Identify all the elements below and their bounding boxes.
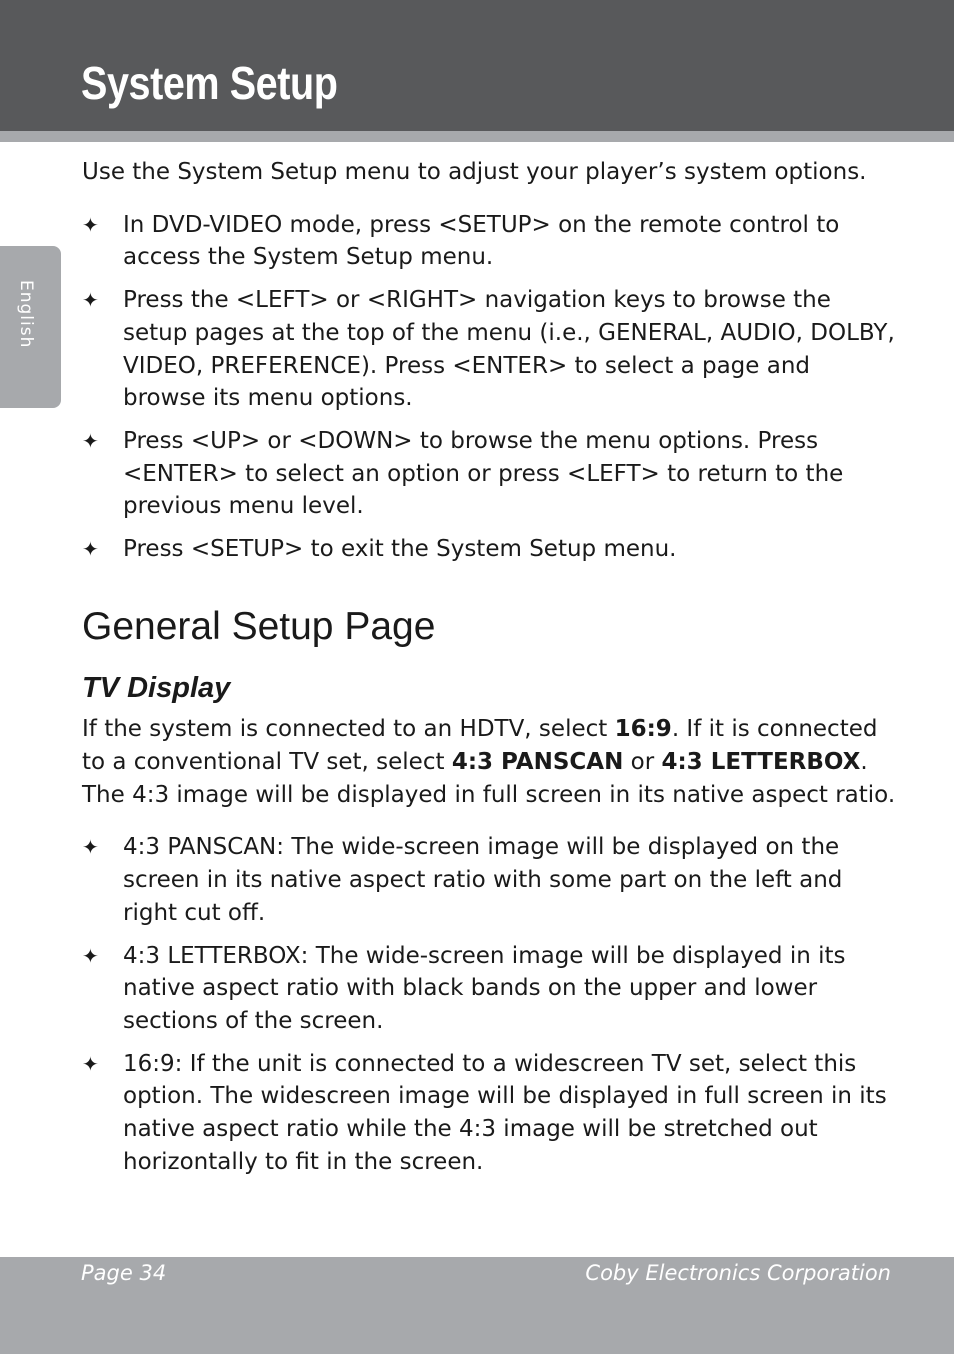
star-bullet-icon: ✦	[82, 288, 99, 313]
para-text: If the system is connected to an HDTV, select	[82, 716, 615, 743]
list-item	[82, 533, 896, 566]
star-bullet-icon: ✦	[82, 428, 99, 453]
list-item	[82, 209, 896, 274]
list-item-text: Press the <LEFT> or <RIGHT> navigation keys to browse the setup pages at the top of the menu (i.e., GENERAL, AUDIO, DOLBY, VIDEO, PREFERENCE). Press <ENTER> to select a page and browse its menu options.	[123, 287, 895, 412]
list-item-text: Press <UP> or <DOWN> to browse the menu options. Press <ENTER> to select an option or press <LEFT> to return to the previous menu level.	[123, 427, 844, 520]
list-item-text: In DVD-VIDEO mode, press <SETUP> on the remote control to access the System Setup menu.	[123, 211, 840, 271]
list-item	[82, 1048, 896, 1179]
list-item-text: 16:9: If the unit is connected to a widescreen TV set, select this option. The widescreen image will be displayed in full screen in its native aspect ratio while the 4:3 image will be stretched out horizontally to fit in the screen.	[123, 1050, 887, 1175]
para-text: . If it is connected to a conventional TV set, select	[82, 716, 878, 776]
tv-display-paragraph	[82, 713, 896, 811]
star-bullet-icon: ✦	[82, 943, 99, 968]
list-item	[82, 284, 896, 415]
star-bullet-icon: ✦	[82, 1051, 99, 1076]
list-item	[82, 831, 896, 929]
list-item	[82, 940, 896, 1038]
star-bullet-icon: ✦	[82, 537, 99, 562]
star-bullet-icon: ✦	[82, 212, 99, 237]
para-bold: 4:3 PANSCAN	[451, 749, 624, 776]
page-content	[82, 156, 896, 1188]
page-title: System Setup	[81, 57, 338, 109]
tv-display-options-list	[82, 831, 896, 1178]
language-tab-label: English	[16, 280, 36, 349]
header-stripe	[0, 131, 954, 142]
para-text: . The 4:3 image will be displayed in full screen in its native aspect ratio.	[82, 749, 896, 808]
sub-heading: TV Display	[82, 671, 231, 704]
page-number: Page 34	[81, 1261, 167, 1285]
company-name: Coby Electronics Corporation	[585, 1261, 891, 1285]
list-item	[82, 425, 896, 523]
para-bold: 16:9	[614, 716, 672, 743]
intro-text: Use the System Setup menu to adjust your player’s system options.	[82, 159, 867, 185]
setup-steps-list	[82, 209, 896, 566]
list-item-text: 4:3 PANSCAN: The wide-screen image will be displayed on the screen in its native aspect ratio with some part on the left and right cut off.	[123, 834, 843, 926]
list-item-text: 4:3 LETTERBOX: The wide-screen image will be displayed in its native aspect ratio with black bands on the upper and lower sections of the screen.	[123, 942, 846, 1034]
star-bullet-icon: ✦	[82, 835, 99, 860]
list-item-text: Press <SETUP> to exit the System Setup menu.	[123, 536, 677, 563]
section-heading: General Setup Page	[82, 604, 436, 648]
para-text: or	[623, 749, 662, 776]
para-bold: 4:3 LETTERBOX	[661, 749, 861, 776]
